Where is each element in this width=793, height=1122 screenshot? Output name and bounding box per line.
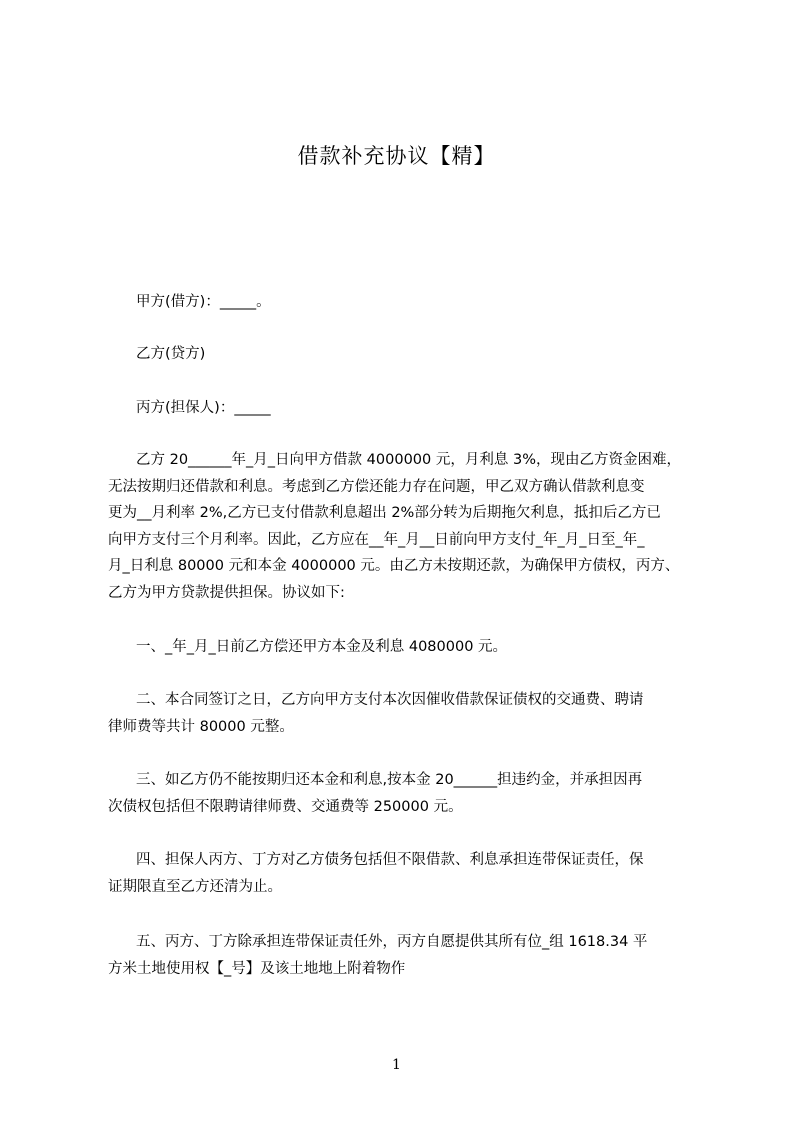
paragraph-line: 律师费等共计 80000 元整。 xyxy=(108,718,294,735)
clause-4 xyxy=(108,847,700,900)
paragraph-line: 五、丙方、丁方除承担连带保证责任外，丙方自愿提供其所有位_组 1618.34 平 xyxy=(136,934,648,950)
intro-paragraph xyxy=(108,447,700,606)
paragraph-line: 四、担保人丙方、丁方对乙方债务包括但不限借款、利息承担连带保证责任，保 xyxy=(136,852,644,868)
paragraph-line: 月_日利息 80000 元和本金 4000000 元。由乙方未按期还款，为确保甲方债权，丙方、 xyxy=(108,558,680,574)
paragraph-line: 次债权包括但不限聘请律师费、交通费等 250000 元。 xyxy=(108,798,463,815)
party-a-line: 甲方(借方)：_____。 xyxy=(136,294,271,310)
paragraph-line: 乙方为甲方贷款提供担保。协议如下: xyxy=(108,584,345,601)
paragraph-line: 二、本合同签订之日，乙方向甲方支付本次因催收借款保证债权的交通费、聘请 xyxy=(136,692,644,708)
paragraph-line: 乙方 20______年_月_日向甲方借款 4000000 元，月利息 3%，现由乙方资金困难， xyxy=(136,452,681,468)
paragraph-line: 向甲方支付三个月利率。因此，乙方应在__年_月__日前向甲方支付_年_月_日至_年_ xyxy=(108,531,645,548)
paragraph-line: 三、如乙方仍不能按期归还本金和利息,按本金 20______担违约金，并承担因再 xyxy=(136,772,643,788)
paragraph-line: 一、_年_月_日前乙方偿还甲方本金及利息 4080000 元。 xyxy=(136,639,508,655)
paragraph-line: 方米土地使用权【_号】及该土地地上附着物作 xyxy=(108,960,406,977)
paragraph-line: 无法按期归还借款和利息。考虑到乙方偿还能力存在问题，甲乙双方确认借款利息变 xyxy=(108,478,645,495)
clause-3 xyxy=(108,767,700,820)
clause-2 xyxy=(108,687,700,740)
page-number: 1 xyxy=(392,1057,401,1073)
party-c-line: 丙方(担保人)：_____ xyxy=(136,400,271,416)
clause-1 xyxy=(108,634,700,661)
clause-5 xyxy=(108,929,700,982)
party-b-line: 乙方(贷方) xyxy=(136,346,206,362)
paragraph-line: 证期限直至乙方还清为止。 xyxy=(108,878,282,895)
document-title: 借款补充协议【精】 xyxy=(297,144,496,168)
paragraph-line: 更为__月利率 2%,乙方已支付借款利息超出 2%部分转为后期拖欠利息，抵扣后乙方已 xyxy=(108,505,661,521)
